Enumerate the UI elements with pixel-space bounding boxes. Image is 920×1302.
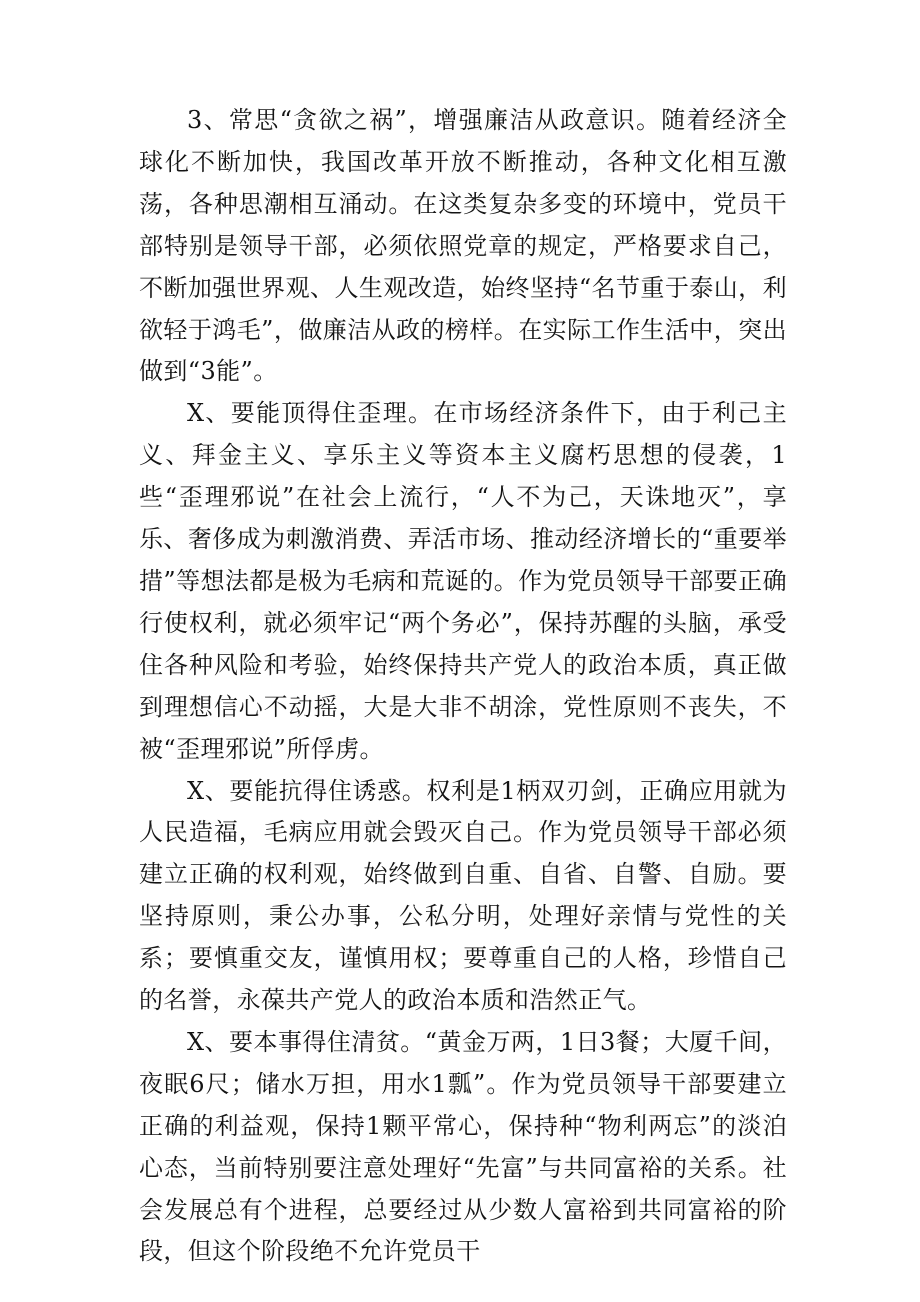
paragraph-resist-temptation: X、要能抗得住诱惑。权利是1柄双刃剑，正确应用就为人民造福，毛病应用就会毁灭自己。作为党员领导干部必须建立正确的权利观，始终做到自重、自省、自警、自励。要坚持原则，秉公办事，公私分明，处理好亲情与党性的关系；要慎重交友，谨慎用权；要尊重自己的人格，珍惜自己的名誉，永葆共产党人的政治本质和浩然正气。 xyxy=(139,776,787,1015)
paragraph-3-changsi: 3、常思“贪欲之祸”，增强廉洁从政意识。随着经济全球化不断加快，我国改革开放不断推动，各种文化相互激荡，各种思潮相互涌动。在这类复杂多变的环境中，党员干部特别是领导干部，必须依照党章的规定，严格要求自己，不断加强世界观、人生观改造，始终坚持“名节重于泰山，利欲轻于鸿毛”，做廉洁从政的榜样。在实际工作生活中，突出做到“3能”。 xyxy=(139,106,787,386)
document-body xyxy=(139,100,787,1273)
paragraph-resist-fallacy: X、要能顶得住歪理。在市场经济条件下，由于利己主义、拜金主义、享乐主义等资本主义腐朽思想的侵袭，1些“歪理邪说”在社会上流行，“人不为己，天诛地灭”，享乐、奢侈成为刺激消费、弄活市场、推动经济增长的“重要举措”等想法都是极为毛病和荒诞的。作为党员领导干部要正确行使权利，就必须牢记“两个务必”，保持苏醒的头脑，承受住各种风险和考验，始终保持共产党人的政治本质，真正做到理想信心不动摇，大是大非不胡涂，党性原则不丧失，不被“歪理邪说”所俘虏。 xyxy=(139,399,787,763)
paragraph-endure-poverty: X、要本事得住清贫。“黄金万两，1日3餐；大厦千间，夜眠6尺；储水万担，用水1瓢”。作为党员领导干部要建立正确的利益观，保持1颗平常心，保持种“物利两忘”的淡泊心态，当前特别要注意处理好“先富”与共同富裕的关系。社会发展总有个进程，总要经过从少数人富裕到共同富裕的阶段，但这个阶段绝不允许党员干 xyxy=(139,1027,787,1266)
